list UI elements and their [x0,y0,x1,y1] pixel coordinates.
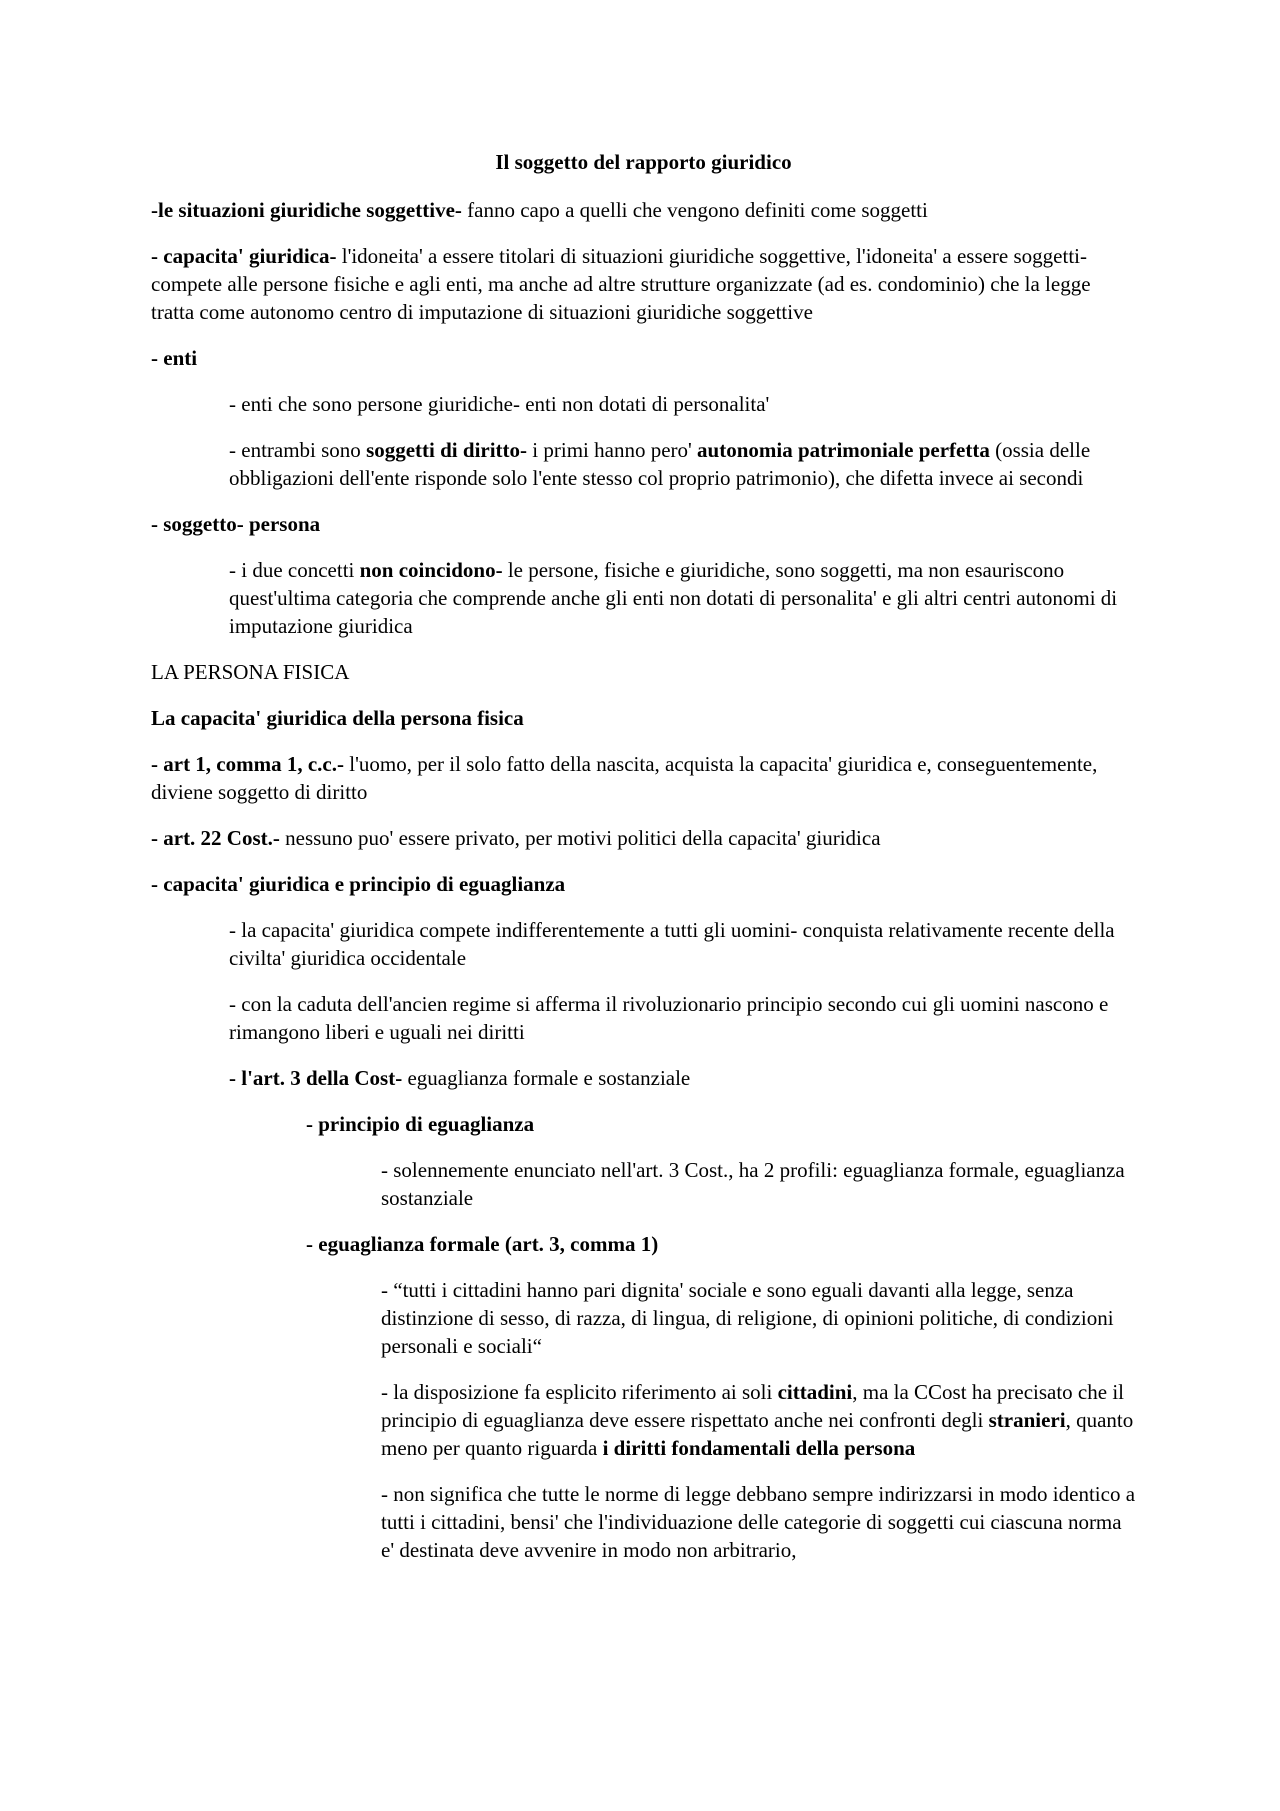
heading-capacita-persona-fisica: La capacita' giuridica della persona fisica [151,706,524,730]
heading-eguaglianza-formale: - eguaglianza formale (art. 3, comma 1) [306,1232,659,1256]
section-heading-persona-fisica: LA PERSONA FISICA [151,660,350,684]
soggetto-item-1: - i due concetti non coincidono- le persone, fisiche e giuridiche, sono soggetti, ma non esauriscono quest'ultima categoria che comprende anche gli enti non dotati di personalita' e gli altri centri autonomi di imputazione giuridica [229,558,1118,638]
principio-item-1: - solennemente enunciato nell'art. 3 Cost., ha 2 profili: eguaglianza formale, eguaglianza sostanziale [381,1158,1125,1210]
eguaglianza-item-1: - la capacita' giuridica compete indifferentemente a tutti gli uomini- conquista relativamente recente della civilta' giuridica occidentale [229,918,1115,970]
formale-item-1: - “tutti i cittadini hanno pari dignita' sociale e sono eguali davanti alla legge, senza distinzione di sesso, di razza, di lingua, di religione, di opinioni politiche, di condizioni personali e sociali“ [381,1278,1114,1358]
page-title: Il soggetto del rapporto giuridico [495,150,792,174]
heading-soggetto-persona: - soggetto- persona [151,512,321,536]
formale-item-2: - la disposizione fa esplicito riferimento ai soli cittadini, ma la CCost ha precisato che il principio di eguaglianza deve essere rispettato anche nei confronti degli stranieri, quanto meno per quanto riguarda i diritti fondamentali della persona [381,1380,1134,1460]
enti-item-1: - enti che sono persone giuridiche- enti non dotati di personalita' [229,392,770,416]
paragraph-art1: - art 1, comma 1, c.c.- l'uomo, per il solo fatto della nascita, acquista la capacita' giuridica e, conseguentemente, diviene soggetto di diritto [151,752,1098,804]
eguaglianza-item-2: - con la caduta dell'ancien regime si afferma il rivoluzionario principio secondo cui gli uomini nascono e rimangono liberi e uguali nei diritti [229,992,1109,1044]
heading-principio: - principio di eguaglianza [306,1112,535,1136]
heading-enti: - enti [151,346,198,370]
paragraph-art22: - art. 22 Cost.- nessuno puo' essere privato, per motivi politici della capacita' giuridica [151,826,881,850]
eguaglianza-item-art3: - l'art. 3 della Cost- eguaglianza formale e sostanziale [229,1066,691,1090]
paragraph-capacita: - capacita' giuridica- l'idoneita' a essere titolari di situazioni giuridiche soggettive, l'idoneita' a essere soggetti- compete alle persone fisiche e agli enti, ma anche ad altre strutture organizzate (ad es. condominio) che la legge tratta come autonomo centro di imputazione di situazioni giuridiche soggettive [151,244,1091,324]
heading-eguaglianza: - capacita' giuridica e principio di eguaglianza [151,872,566,896]
paragraph-situazioni: -le situazioni giuridiche soggettive- fanno capo a quelli che vengono definiti come soggetti [151,198,928,222]
formale-item-3: - non significa che tutte le norme di legge debbano sempre indirizzarsi in modo identico a tutti i cittadini, bensi' che l'individuazione delle categorie di soggetti cui ciascuna norma e' destinata deve avvenire in modo non arbitrario, [381,1482,1136,1562]
document-body [151,148,1136,1582]
enti-item-2: - entrambi sono soggetti di diritto- i primi hanno pero' autonomia patrimoniale perfetta (ossia delle obbligazioni dell'ente risponde solo l'ente stesso col proprio patrimonio), che difetta invece ai secondi [229,438,1091,490]
